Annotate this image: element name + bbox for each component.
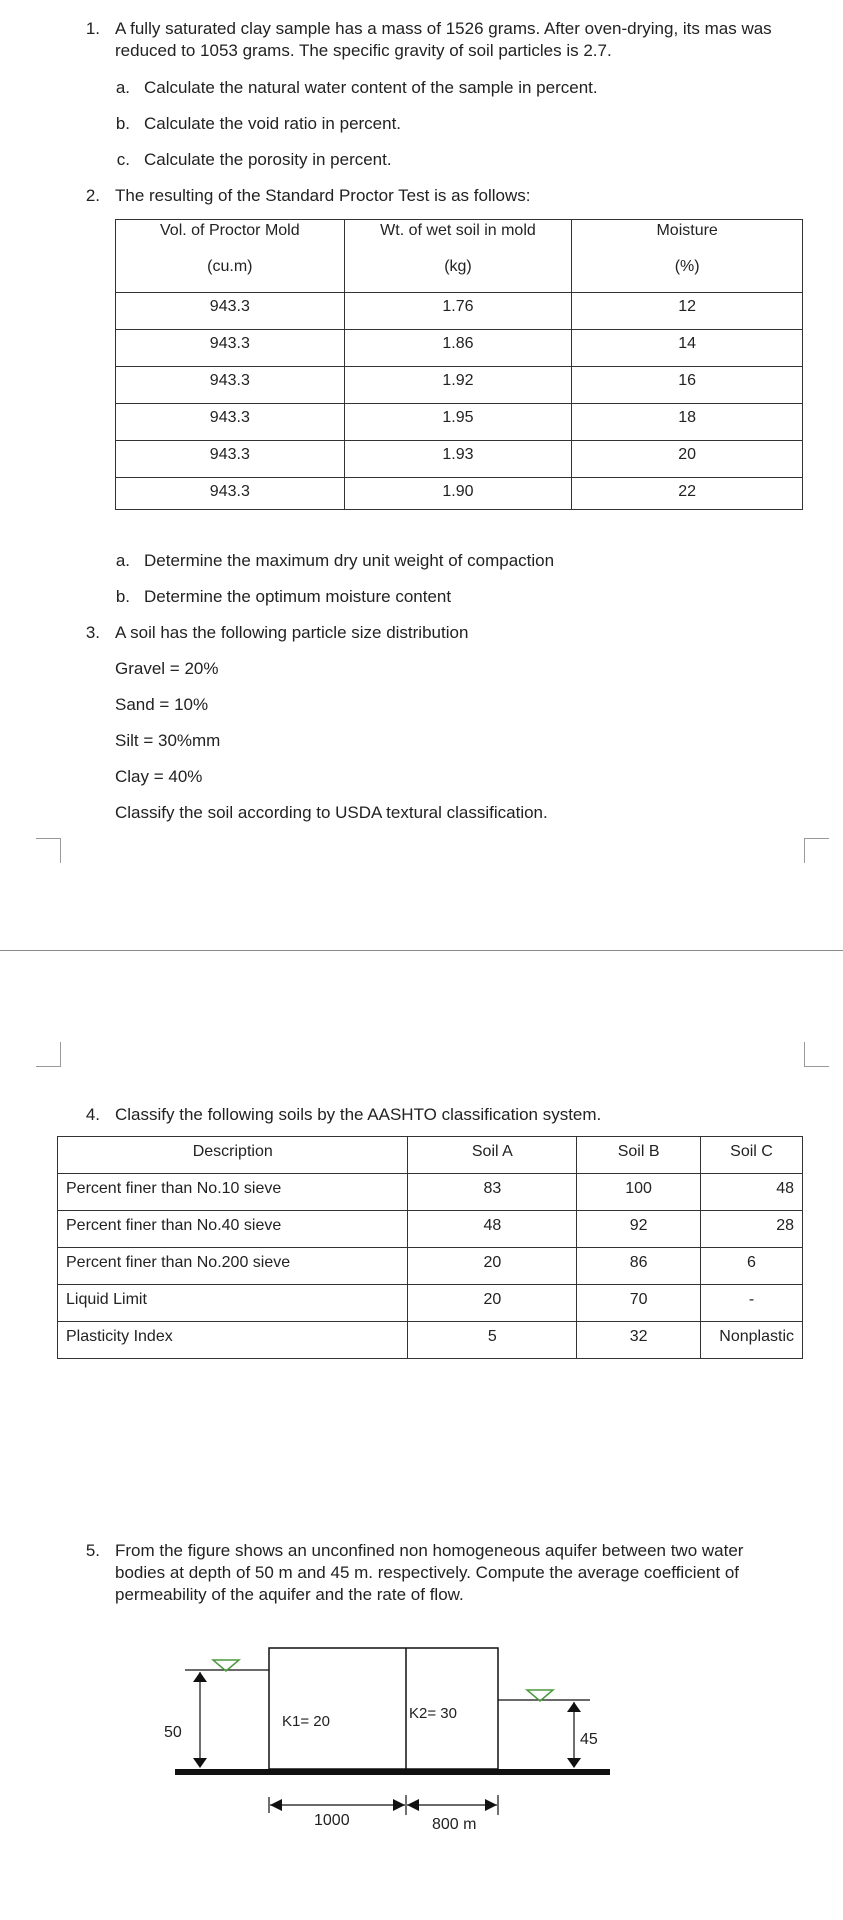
cell-weight: 1.90	[344, 478, 572, 510]
q2-part-b-text: Determine the optimum moisture content	[144, 587, 452, 606]
header-weight-line2: (kg)	[444, 258, 472, 275]
q5-text-line2: bodies at depth of 50 m and 45 m. respectively. Compute the average coefficient of	[115, 1563, 740, 1582]
proctor-table	[115, 219, 803, 510]
cell-volume: 943.3	[116, 367, 345, 404]
cell-soil-c: 48	[701, 1174, 803, 1211]
cell-moisture: 12	[572, 293, 803, 330]
left-depth-arrow-down-icon	[193, 1758, 207, 1768]
cell-description: Plasticity Index	[58, 1322, 408, 1359]
cell-description: Liquid Limit	[58, 1285, 408, 1322]
cell-volume: 943.3	[116, 293, 345, 330]
header-soil-c: Soil C	[701, 1137, 803, 1174]
header-moisture	[572, 220, 803, 293]
cell-soil-c: -	[701, 1285, 803, 1322]
q3-item-clay: Clay = 40%	[115, 767, 203, 786]
cell-volume: 943.3	[116, 441, 345, 478]
cell-soil-c: Nonplastic	[701, 1322, 803, 1359]
right-water-triangle-icon	[527, 1690, 553, 1701]
page-corner-mark	[36, 838, 61, 863]
page-corner-mark	[804, 838, 829, 863]
cell-soil-b: 100	[577, 1174, 701, 1211]
right-depth-label: 45	[580, 1731, 598, 1748]
table-row	[58, 1322, 803, 1359]
header-weight	[344, 220, 572, 293]
q3-instruction: Classify the soil according to USDA textural classification.	[115, 803, 548, 822]
table-row	[58, 1248, 803, 1285]
length2-label: 800 m	[432, 1816, 477, 1833]
table-row	[58, 1211, 803, 1248]
table-row	[116, 367, 803, 404]
q1-part-a-text: Calculate the natural water content of the sample in percent.	[144, 78, 598, 97]
cell-soil-c: 6	[701, 1248, 803, 1285]
cell-volume: 943.3	[116, 330, 345, 367]
length2-arrow-left-icon	[407, 1799, 419, 1811]
q5-text-line3: permeability of the aquifer and the rate of flow.	[115, 1585, 464, 1604]
q2-part-b-label: b.	[115, 587, 130, 606]
length1-label: 1000	[314, 1812, 350, 1829]
q1-text-line2: reduced to 1053 grams. The specific gravity of soil particles is 2.7.	[115, 41, 612, 60]
table-row	[116, 478, 803, 510]
cell-soil-b: 70	[577, 1285, 701, 1322]
length2-arrow-right-icon	[485, 1799, 497, 1811]
cell-soil-a: 20	[408, 1248, 577, 1285]
q2-part-a-label: a.	[115, 551, 130, 570]
page-separator	[0, 950, 843, 951]
left-water-triangle-icon	[213, 1660, 239, 1671]
cell-weight: 1.86	[344, 330, 572, 367]
proctor-table-header	[116, 220, 803, 293]
cell-moisture: 16	[572, 367, 803, 404]
q2-number: 2.	[85, 186, 100, 205]
q4-text: Classify the following soils by the AASHTO classification system.	[115, 1105, 602, 1124]
page-corner-mark	[36, 1042, 61, 1067]
q3-item-silt: Silt = 30%mm	[115, 731, 221, 750]
cell-description: Percent finer than No.10 sieve	[58, 1174, 408, 1211]
header-weight-line1: Wt. of wet soil in mold	[380, 222, 536, 239]
cell-soil-b: 92	[577, 1211, 701, 1248]
aquifer-outline	[269, 1648, 498, 1769]
cell-soil-b: 86	[577, 1248, 701, 1285]
aquifer-base	[175, 1769, 610, 1775]
header-description: Description	[58, 1137, 408, 1174]
q1-part-b-text: Calculate the void ratio in percent.	[144, 114, 402, 133]
q2-part-a-text: Determine the maximum dry unit weight of compaction	[144, 551, 555, 570]
page-corner-mark	[804, 1042, 829, 1067]
right-depth-arrow-down-icon	[567, 1758, 581, 1768]
k2-label: K2= 30	[409, 1705, 457, 1722]
cell-weight: 1.76	[344, 293, 572, 330]
length1-arrow-right-icon	[393, 1799, 405, 1811]
q3-text: A soil has the following particle size distribution	[115, 623, 469, 642]
cell-weight: 1.93	[344, 441, 572, 478]
aashto-table-header	[58, 1137, 803, 1174]
table-row	[116, 404, 803, 441]
cell-soil-a: 20	[408, 1285, 577, 1322]
table-row	[58, 1174, 803, 1211]
cell-volume: 943.3	[116, 404, 345, 441]
cell-soil-c: 28	[701, 1211, 803, 1248]
table-row	[116, 330, 803, 367]
aashto-table	[57, 1136, 803, 1359]
k1-label: K1= 20	[282, 1713, 330, 1730]
cell-description: Percent finer than No.40 sieve	[58, 1211, 408, 1248]
q5-number: 5.	[85, 1541, 100, 1560]
cell-moisture: 22	[572, 478, 803, 510]
aquifer-figure	[0, 1630, 843, 1920]
cell-weight: 1.95	[344, 404, 572, 441]
header-moisture-line2: (%)	[674, 258, 700, 275]
cell-weight: 1.92	[344, 367, 572, 404]
header-moisture-line1: Moisture	[656, 222, 718, 239]
header-volume	[116, 220, 345, 293]
q3-item-gravel: Gravel = 20%	[115, 659, 219, 678]
header-soil-b: Soil B	[577, 1137, 701, 1174]
left-depth-label: 50	[164, 1724, 182, 1741]
cell-soil-a: 5	[408, 1322, 577, 1359]
q1-number: 1.	[85, 19, 100, 38]
header-soil-a: Soil A	[408, 1137, 577, 1174]
q5-text-line1: From the figure shows an unconfined non homogeneous aquifer between two water	[115, 1541, 744, 1560]
header-volume-line1: Vol. of Proctor Mold	[160, 222, 300, 239]
cell-volume: 943.3	[116, 478, 345, 510]
q1-part-c-text: Calculate the porosity in percent.	[144, 150, 392, 169]
q2-text: The resulting of the Standard Proctor Test is as follows:	[115, 186, 531, 205]
cell-description: Percent finer than No.200 sieve	[58, 1248, 408, 1285]
table-row	[58, 1285, 803, 1322]
table-row	[116, 441, 803, 478]
q3-item-sand: Sand = 10%	[115, 695, 209, 714]
q1-text-line1: A fully saturated clay sample has a mass of 1526 grams. After oven-drying, its mas was	[115, 19, 772, 38]
table-row	[116, 293, 803, 330]
cell-moisture: 14	[572, 330, 803, 367]
q1-part-c-label: c.	[116, 150, 130, 169]
q1-part-b-label: b.	[115, 114, 130, 133]
right-depth-arrow-up-icon	[567, 1702, 581, 1712]
cell-soil-a: 83	[408, 1174, 577, 1211]
cell-moisture: 18	[572, 404, 803, 441]
cell-soil-a: 48	[408, 1211, 577, 1248]
q3-number: 3.	[85, 623, 100, 642]
header-volume-line2: (cu.m)	[207, 258, 253, 275]
q4-number: 4.	[85, 1105, 100, 1124]
length1-arrow-left-icon	[270, 1799, 282, 1811]
cell-soil-b: 32	[577, 1322, 701, 1359]
left-depth-arrow-up-icon	[193, 1672, 207, 1682]
cell-moisture: 20	[572, 441, 803, 478]
q1-part-a-label: a.	[115, 78, 130, 97]
